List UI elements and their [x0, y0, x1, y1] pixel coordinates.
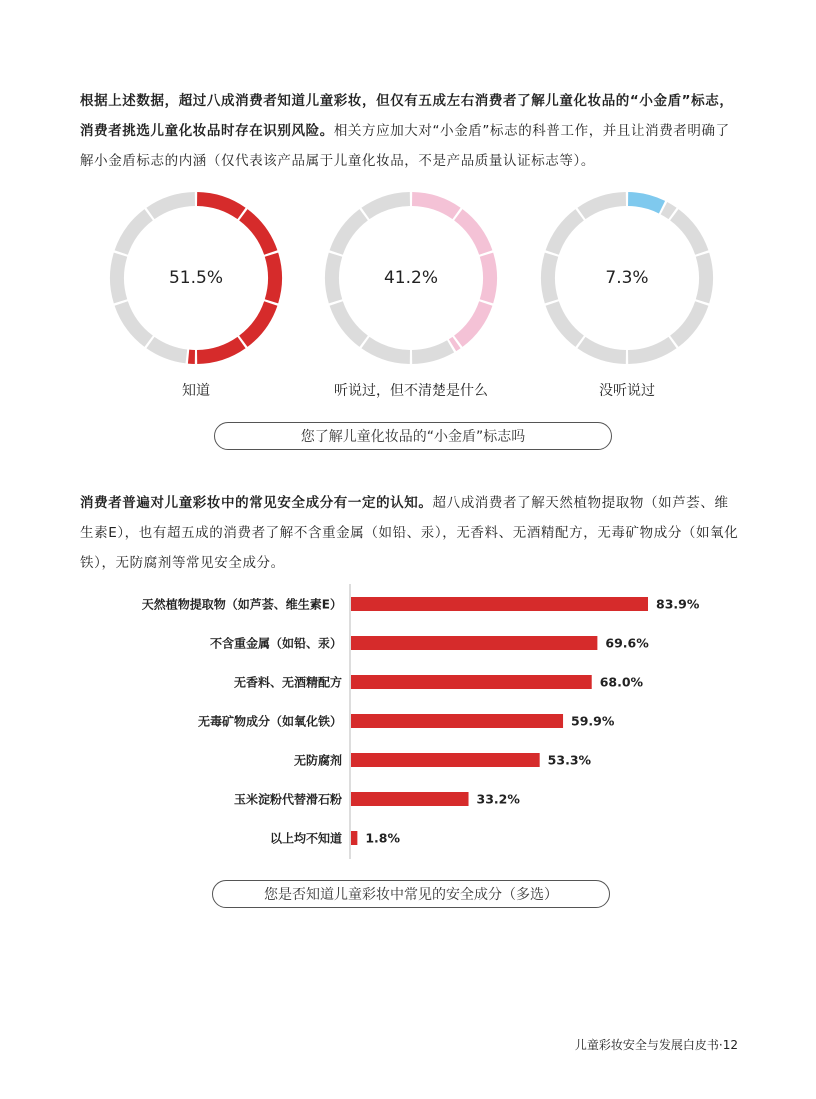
bar-category-label: 以上均不知道 — [269, 831, 342, 846]
ingredients-lead: 消费者普遍对儿童彩妆中的常见安全成分有一定的认知。 — [80, 495, 433, 511]
intro-body: 相关方应加大对“小金盾”标志的科普工作，并且让消费者明确了解小金盾标志的内涵（仅代表该产品属于儿童化妆品，不是产品质量认证标志等）。 — [80, 123, 730, 169]
donut-chart-heard — [321, 188, 501, 368]
ingredients-paragraph — [80, 488, 740, 578]
footer-separator: · — [718, 1038, 723, 1052]
donut-caption: 您了解儿童化妆品的“小金盾”标志吗 — [214, 422, 612, 450]
donut-label-know: 知道 — [182, 383, 210, 399]
donut-label-heard: 听说过，但不清楚是什么 — [334, 383, 488, 399]
bar — [351, 792, 469, 806]
bar-value-label: 69.6% — [605, 635, 649, 651]
bar — [351, 675, 592, 689]
donut-chart-never-heard — [537, 188, 717, 368]
bar-value-label: 53.3% — [547, 752, 592, 768]
bar-value-label: 68.0% — [599, 674, 644, 690]
donut-value: 51.5% — [168, 268, 223, 288]
page-footer — [575, 1036, 738, 1053]
donut-label-never-heard: 没听说过 — [599, 383, 655, 399]
footer-title: 儿童彩妆安全与发展白皮书 — [574, 1038, 719, 1052]
bar-value-label: 1.8% — [365, 830, 401, 846]
bar-category-label: 玉米淀粉代替滑石粉 — [233, 792, 342, 807]
bar-value-label: 59.9% — [571, 713, 615, 729]
intro-lead: 根据上述数据，超过八成消费者知道儿童彩妆，但仅有五成左右消费者了解儿童化妆品的“小金盾”标志，消费者挑选儿童化妆品时存在识别风险。 — [80, 93, 734, 139]
bar-category-label: 无防腐剂 — [293, 753, 342, 768]
bar — [351, 636, 597, 650]
ingredients-body: 超八成消费者了解天然植物提取物（如芦荟、维生素E），也有超五成的消费者了解不含重金属（如铅、汞），无香料、无酒精配方，无毒矿物成分（如氧化铁），无防腐剂等常见安全成分。 — [80, 495, 739, 571]
bar — [351, 714, 563, 728]
bar-category-label: 天然植物提取物（如芦荟、维生素E） — [141, 597, 342, 612]
bar-category-label: 无香料、无酒精配方 — [233, 675, 342, 690]
bar-chart — [80, 582, 740, 872]
bar — [351, 753, 540, 767]
donut-chart-know — [106, 188, 286, 368]
bar-value-label: 83.9% — [656, 596, 700, 612]
donut-value: 41.2% — [383, 268, 438, 288]
bar-caption: 您是否知道儿童彩妆中常见的安全成分（多选） — [212, 880, 610, 908]
page-number: 12 — [722, 1038, 738, 1052]
bar-category-label: 无毒矿物成分（如氧化铁） — [197, 714, 342, 729]
donut-value: 7.3% — [605, 268, 649, 288]
bar — [351, 597, 648, 611]
bar-value-label: 33.2% — [476, 791, 520, 807]
intro-paragraph — [80, 86, 740, 176]
bar — [351, 831, 357, 845]
bar-category-label: 不含重金属（如铅、汞） — [209, 636, 342, 651]
